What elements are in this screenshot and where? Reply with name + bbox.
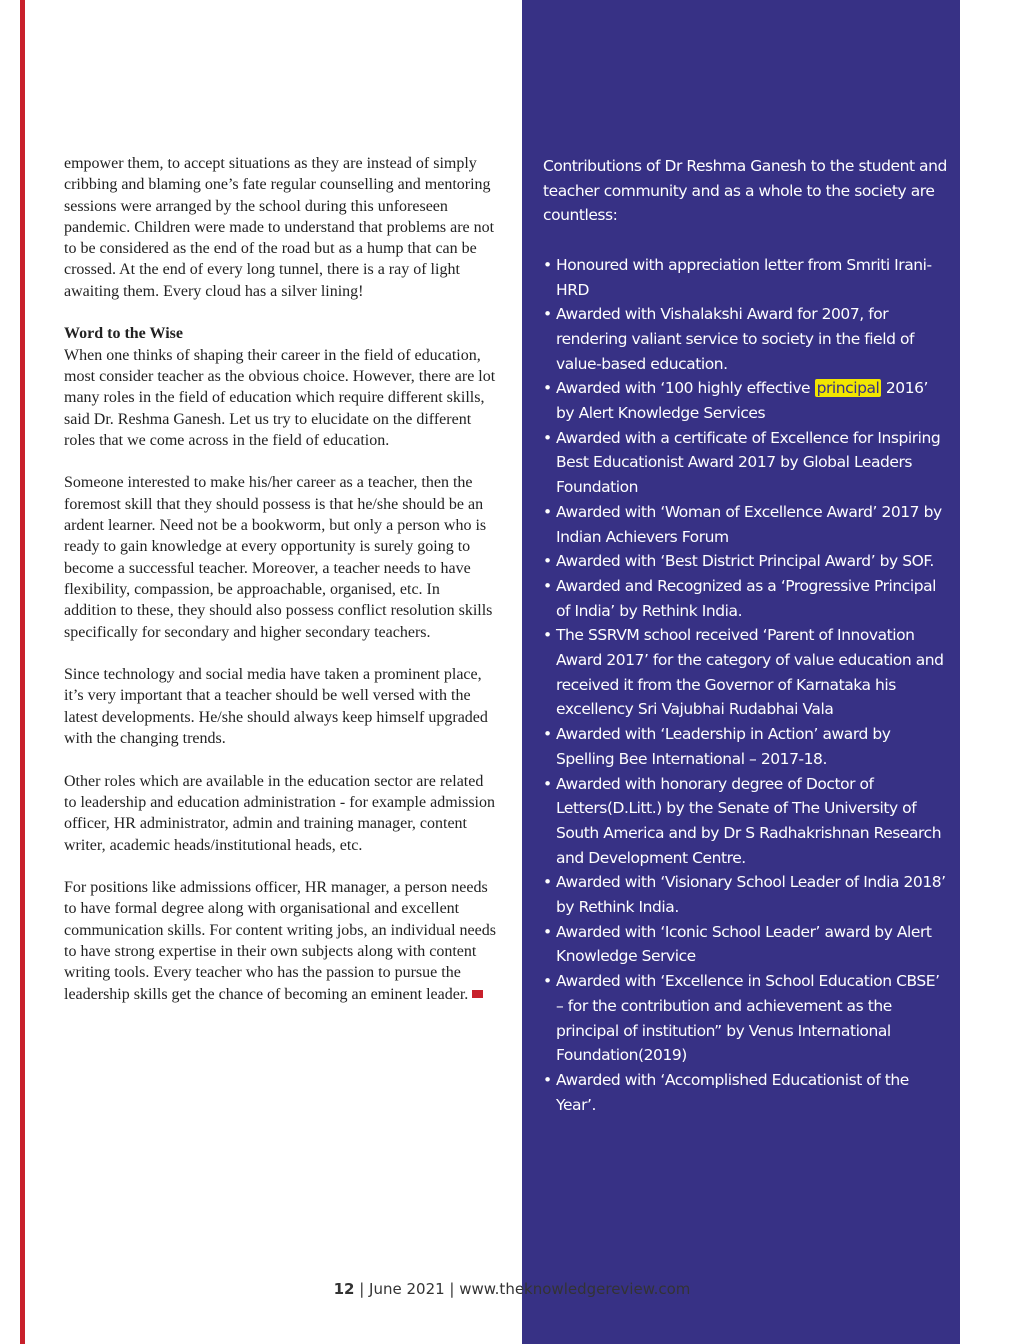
awards-list [543,253,948,1118]
highlighted-word: principal [816,379,880,398]
paragraph: empower them, to accept situations as they are instead of simply cribbing and blaming one’s fate regular counselling and mentoring sessions were arranged by the school during this unforeseen pandemic. Children were made to understand that problems are not to be considered as the end of the road but as a hump that can be crossed. At the end of every long tunnel, there is a ray of light awaiting them. Every cloud has a silver lining! [64,155,495,300]
contributions-column [543,154,948,1117]
bullet-icon: • [543,922,552,941]
list-item [543,920,948,969]
list-item [543,426,948,500]
list-item [543,549,948,574]
section-heading: Word to the Wise [64,325,183,343]
list-item-text: Awarded with ‘Leadership in Action’ award by Spelling Bee International – 2017-18. [556,725,891,768]
list-item [543,376,948,425]
list-item-text: Awarded with Vishalakshi Award for 2007, for rendering valiant service to society in the field of value-based education. [556,305,915,373]
paragraph: Other roles which are available in the education sector are related to leadership and education administration - for example admission officer, HR administrator, admin and training manager, content writer, academic heads/institutional heads, etc. [64,772,495,854]
section [64,323,496,451]
list-item [543,722,948,771]
page-number: 12 [333,1280,355,1298]
paragraph: Someone interested to make his/her career as a teacher, then the foremost skill that they should possess is that he/she should be an ardent learner. Need not be a bookworm, but only a person who is ready to gain knowledge at every opportunity is surely going to become a successful teacher. Moreover, a teacher needs to have flexibility, compassion, be approachable, organised, etc. In addition to these, they should also possess conflict resolution skills specifically for secondary and higher secondary teachers. [64,474,493,641]
page-footer [0,1280,1024,1298]
bullet-icon: • [543,428,552,447]
bullet-icon: • [543,576,552,595]
list-item-text: Awarded with ‘Excellence in School Education CBSE’ – for the contribution and achievement as the principal of institution” by Venus International Foundation(2019) [556,972,940,1065]
list-item-text: Awarded with ‘Visionary School Leader of India 2018’ by Rethink India. [556,873,946,917]
bullet-icon: • [543,552,552,571]
paragraph-last [64,877,496,1005]
list-item [543,574,948,623]
bullet-icon: • [543,725,552,744]
bullet-icon: • [543,255,552,274]
bullet-icon: • [543,774,552,793]
list-item [543,870,948,919]
list-item-text: Awarded with honorary degree of Doctor of Letters(D.Litt.) by the Senate of The University of South America and by Dr S Radhakrishnan Research and Development Centre. [556,774,942,867]
left-margin-rule [20,0,25,1344]
list-item-text: 2016’ by Alert Knowledge Services [556,379,928,423]
list-item-text: Awarded with ‘Best District Principal Award’ by SOF. [556,552,934,571]
bullet-icon: • [543,873,552,892]
article-column [64,153,496,1026]
contributions-intro: Contributions of Dr Reshma Ganesh to the student and teacher community and as a whole to the society are countless: [543,157,947,225]
paragraph: Since technology and social media have taken a prominent place, it’s very important that a teacher should be well versed with the latest developments. He/she should always keep himself upgraded with the changing trends. [64,666,488,748]
bullet-icon: • [543,972,552,991]
paragraph-text: For positions like admissions officer, HR manager, a person needs to have formal degree along with organisational and excellent communication skills. For content writing jobs, an individual needs to have strong expertise in their own subjects along with content writing tools. Every teacher who has the passion to pursue the leadership skills get the chance of becoming an eminent leader. [64,879,496,1003]
list-item [543,302,948,376]
list-item-text: The SSRVM school received ‘Parent of Innovation Award 2017’ for the category of value education and received it from the Governor of Karnataka his excellency Sri Vajubhai Rudabhai Vala [556,626,944,719]
bullet-icon: • [543,1071,552,1089]
list-item-text: Awarded with ‘Iconic School Leader’ award by Alert Knowledge Service [556,922,932,966]
list-item [543,1068,948,1117]
bullet-icon: • [543,305,552,324]
list-item [543,253,948,302]
list-item [543,500,948,549]
list-item-text: Awarded with a certificate of Excellence for Inspiring Best Educationist Award 2017 by Global Leaders Foundation [556,428,941,497]
paragraph: When one thinks of shaping their career in the field of education, most consider teacher as the obvious choice. However, there are lot many roles in the field of education which require different skills, said Dr. Reshma Ganesh. Let us try to elucidate on the different roles that we come across in the field of education. [64,346,496,449]
bullet-icon: • [543,626,552,645]
list-item-text: Awarded and Recognized as a ‘Progressive Principal of India’ by Rethink India. [556,576,936,620]
bullet-icon: • [543,502,552,521]
footer-text: | June 2021 | www.theknowledgereview.com [354,1280,691,1298]
list-item-text: Awarded with ‘100 highly effective [556,379,815,398]
list-item-text: Awarded with ‘Woman of Excellence Award’ 2017 by Indian Achievers Forum [556,502,942,546]
list-item [543,969,948,1068]
list-item-text: Honoured with appreciation letter from Smriti Irani- HRD [556,255,932,299]
bullet-icon: • [543,379,552,398]
list-item-text: Awarded with ‘Accomplished Educationist of the Year’. [556,1071,909,1114]
list-item [543,772,948,871]
magazine-logo-icon [472,990,483,998]
list-item [543,623,948,722]
